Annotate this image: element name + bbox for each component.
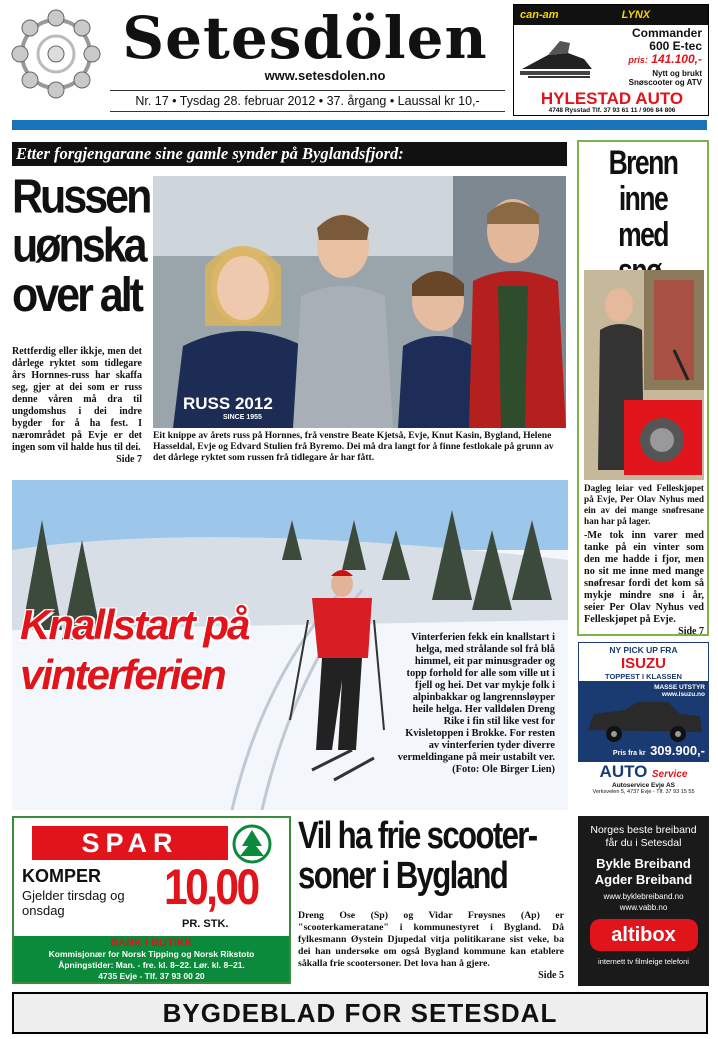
ad-address: 4748 Rysstad Tlf. 37 93 61 11 / 906 84 806: [548, 107, 676, 114]
ad-model: Commander: [631, 26, 702, 40]
lead-photo-caption: Eit knippe av årets russ på Hornnes, frå venstre Beate Kjetså, Evje, Knut Kasin, Bygland, Helene Hasseldal, Evje og Edvard Stulien frå Byremo. Dei må dra langt for å finne festlokale på grunn av det dårlege ryktet som russen frå tidlegare år har fått.: [153, 430, 554, 463]
altibox-url2: www.vabb.no: [619, 903, 668, 912]
sidebar-headline[interactable]: Brenn inne med: [608, 144, 678, 254]
ad-company: HYLESTAD AUTO: [540, 89, 684, 108]
isuzu-line3: MASSE UTSTYR: [654, 684, 705, 691]
dealer-name: AUTO: [599, 762, 648, 781]
lead-page-ref[interactable]: Side 7: [116, 454, 142, 465]
dealer-addr: Verksvelen 5, 4737 Evje - Tlf. 37 93 15 55: [592, 789, 695, 795]
altibox-tagline: internett tv filmleige telefoni: [598, 957, 689, 966]
scooter-headline-line2: soner i Bygland: [298, 855, 508, 897]
spar-line3: 4735 Evje - Tlf. 37 93 00 20: [98, 971, 205, 981]
feature-caption-text: Vinterferien fekk ein knallstart i helga, med strålande sol frå blå himmel, eit par minusgrader og topp forhold for alle som ville ut i fjell og hei. Det var mykje folk i alpinbakkar og langrennsløyper heile helga. Her valldølen Dreng Rike i fin stil like vest for Kvisletoppen i Brokke. For resten av vinterferien tyder diverre vermeldingane på meir ustabilt ver.: [397, 632, 555, 763]
spar-logo: SPAR: [32, 826, 228, 860]
pickup-truck-icon: [584, 700, 704, 744]
feature-headline[interactable]: Knallstart på vinterferien: [20, 601, 249, 698]
dealer-service: Service: [651, 769, 688, 780]
masthead-title: Setesdölen: [122, 4, 488, 72]
ad-note1: Nytt og brukt: [652, 69, 702, 78]
isuzu-price-label: Pris fra kr: [612, 750, 646, 757]
scooter-page-ref[interactable]: Side 5: [538, 970, 564, 981]
altibox-name2: Agder Breiband: [594, 872, 693, 887]
ad-price: 141.100,-: [651, 52, 702, 66]
isuzu-price: 309.900,-: [650, 743, 705, 758]
silver-brooch-logo: [10, 8, 102, 100]
spar-price: 10,00: [164, 859, 258, 915]
spar-bank: BANK I BUTIKK: [110, 937, 193, 949]
altibox-line1: Norges beste breiband: [590, 824, 697, 836]
russ-sweater-sub: SINCE 1955: [223, 414, 262, 421]
dealer-sub: Autoservice Evje AS: [612, 782, 675, 789]
spar-product: KOMPER: [22, 866, 102, 886]
scooter-headline[interactable]: [298, 815, 537, 897]
russ-group-photo: [153, 176, 566, 428]
isuzu-site: www.isuzu.no: [661, 691, 705, 698]
isuzu-line1: NY PICK UP FRA: [609, 645, 678, 655]
sidebar-caption1: Dagleg leiar ved Felleskjøpet på Evje, Per Olav Nyhus med ein av dei mange snøfresane han har på lager.: [584, 483, 704, 526]
lynx-brand: LYNX: [621, 9, 651, 21]
blue-divider: [12, 120, 707, 130]
ad-price-label: pris:: [628, 55, 648, 65]
isuzu-line2: TOPPEST I KLASSEN: [605, 672, 682, 681]
lead-headline[interactable]: Russen uønska over alt: [12, 169, 150, 323]
scooter-body: [298, 910, 564, 982]
feature-photo-credit: (Foto: Ole Birger Lien): [452, 764, 555, 775]
altibox-line2: får du i Setesdal: [605, 837, 682, 849]
snowblower-photo: [584, 270, 704, 480]
hylestad-auto-ad[interactable]: [513, 4, 709, 116]
lead-kicker: Etter forgjengarane sine gamle synder på Byglandsfjord:: [12, 142, 567, 166]
snowmobile-icon: [518, 29, 598, 83]
altibox-name1: Bykle Breiband: [596, 856, 691, 871]
scooter-body-text: Dreng Ose (Sp) og Vidar Frøysnes (Ap) er "scooterkameratane" i kommunestyret i Bygland. Då fylkesmann Øystein Djupedal vitja politikarane sist veke, ba dei han undersøke om også Bygland kommune kan etablere såkalla frie scootersoner. Det lova han å gjere.: [298, 910, 564, 969]
lead-body: [12, 346, 142, 466]
spar-valid: Gjelder tirsdag og onsdag: [22, 888, 125, 918]
spar-unit: PR. STK.: [182, 918, 229, 930]
issue-line: Nr. 17 • Tysdag 28. februar 2012 • 37. årgang • Laussal kr 10,-: [110, 90, 505, 112]
spar-line2: Åpningstider: Man. - fre. kl. 8–22. Lør. kl. 8–21.: [58, 960, 245, 970]
altibox-logo: altibox: [590, 919, 698, 951]
scooter-headline-line1: Vil ha frie scooter-: [298, 815, 537, 857]
isuzu-brand: ISUZU: [621, 655, 666, 672]
canam-brand: can-am: [520, 9, 559, 21]
sidebar-caption2: -Me tok inn varer med tanke på ein vinter som den me hadde i fjor, men no sit me inne med mange snøfresar fordi det kom så mykje mindre snø i år, seier Per Olav Nyhus ved Felleskjøpet på Evje.: [584, 530, 704, 625]
masthead-url[interactable]: www.setesdolen.no: [264, 68, 386, 83]
isuzu-ad[interactable]: [578, 642, 709, 810]
ad-note2: Snøscooter og ATV: [628, 78, 702, 87]
sidebar-caption: [584, 483, 704, 637]
ad-model2: 600 E-tec: [649, 39, 702, 53]
russ-sweater-text: RUSS 2012: [183, 394, 273, 413]
feature-caption: [395, 632, 555, 776]
sidebar-page-ref[interactable]: Side 7: [678, 626, 704, 637]
altibox-ad[interactable]: [578, 816, 709, 986]
spar-line1: Kommisjonær for Norsk Tipping og Norsk Rikstoto: [48, 949, 255, 959]
spar-ad[interactable]: [12, 816, 291, 984]
altibox-url1: www.byklebreiband.no: [603, 892, 684, 901]
footer-banner: BYGDEBLAD FOR SETESDAL: [12, 992, 708, 1034]
lead-body-text: Rettferdig eller ikkje, men det dårlege ryktet som tidlegare års Hornnes-russ har skaffa seg, gjer at dei som er russ denne våren må dra til ungdomshus i dei indre bygder for å ha fest. I nærområdet på Evje er det ingen som vil halde hus til dei.: [12, 346, 142, 453]
